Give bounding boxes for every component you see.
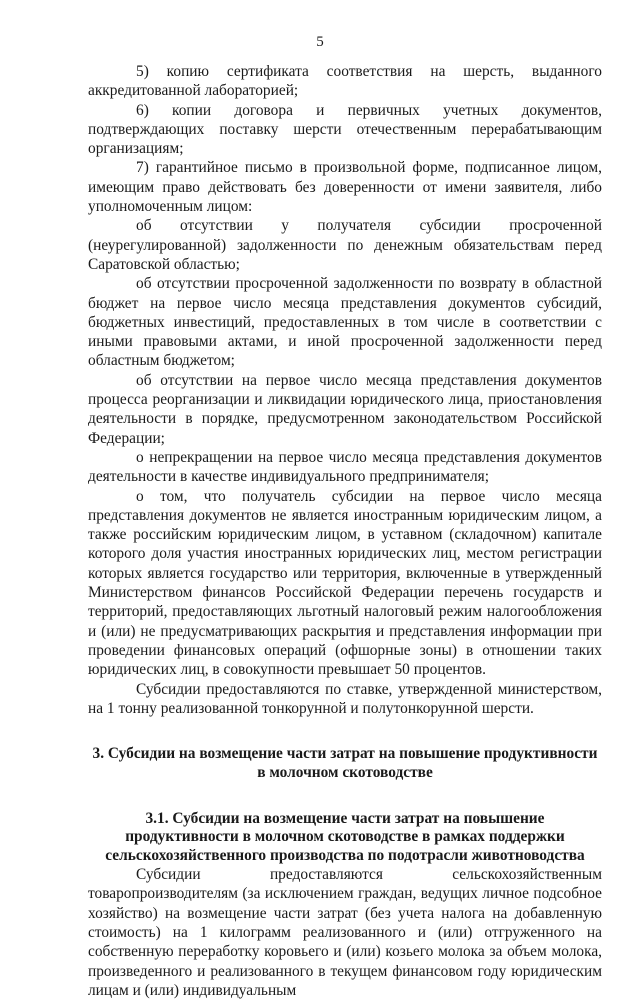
paragraph-subsidy-recipients: Субсидии предоставляются сельскохозяйственным товаропроизводителям (за исключением граждан, ведущих личное подсобное хозяйство) на возмещение части затрат (без учета налога на добавленную стоимость) на 1 килограмм реализованного и (или) отгруженного на собственную переработку коровьего и (или) козьего молока за объем молока, произведенного и реализованного в текущем финансовом году юридическим лицам и (или) индивидуальным <box>88 866 602 999</box>
paragraph-subsidy-rate: Субсидии предоставляются по ставке, утвержденной министерством, на 1 тонну реализованной тонкорунной и полутонкорунной шерсти. <box>88 680 602 717</box>
paragraph-item-5: 5) копию сертификата соответствия на шерсть, выданного аккредитованной лабораторией; <box>88 63 602 100</box>
paragraph-item-6: 6) копии договора и первичных учетных документов, подтверждающих поставку шерсти отечественным перерабатывающим организациям; <box>88 101 602 158</box>
paragraph-no-overdue-debt: об отсутствии у получателя субсидии просроченной (неурегулированной) задолженности по денежным обязательствам перед Саратовской областью; <box>88 217 602 273</box>
document-body <box>88 62 602 1000</box>
paragraph-no-reorganization: об отсутствии на первое число месяца представления документов процесса реорганизации и ликвидации юридического лица, приостановления деятельности в порядке, предусмотренном законодательством Российской Федерации; <box>88 371 602 447</box>
paragraph-item-7: 7) гарантийное письмо в произвольной форме, подписанное лицом, имеющим право действовать без доверенности от имени заявителя, либо уполномоченным лицом: <box>88 159 602 216</box>
paragraph-not-foreign-entity: о том, что получатель субсидии на первое число месяца представления документов не является иностранным юридическим лицом, а также российским юридическим лицом, в уставном (складочном) капитале которого доля участия иностранных юридических лиц, местом регистрации которых является государство или территория, включенные в утвержденный Министерством финансов Российской Федерации перечень государств и территорий, предоставляющих льготный налоговый режим налогообложения и (или) не предусматривающих раскрытия и представления информации при проведении финансовых операций (офшорные зоны) в отношении таких юридических лиц, в совокупности превышает 50 процентов. <box>88 487 602 679</box>
page-number: 5 <box>316 34 324 50</box>
paragraph-no-overdue-return: об отсутствии просроченной задолженности по возврату в областной бюджет на первое число месяца представления документов субсидий, бюджетных инвестиций, предоставленных в том числе в соответствии с иными правовыми актами, и иной просроченной задолженности перед областным бюджетом; <box>88 275 602 370</box>
subsection-heading: 3.1. Субсидии на возмещение части затрат на повышение продуктивности в молочном скотоводстве в рамках поддержки сельскохозяйственного производства по подотрасли животноводства <box>105 809 585 864</box>
section-heading: 3. Субсидии на возмещение части затрат на повышение продуктивности в молочном скотоводстве <box>92 745 598 782</box>
paragraph-no-termination: о непрекращении на первое число месяца представления документов деятельности в качестве индивидуального предпринимателя; <box>88 448 602 486</box>
